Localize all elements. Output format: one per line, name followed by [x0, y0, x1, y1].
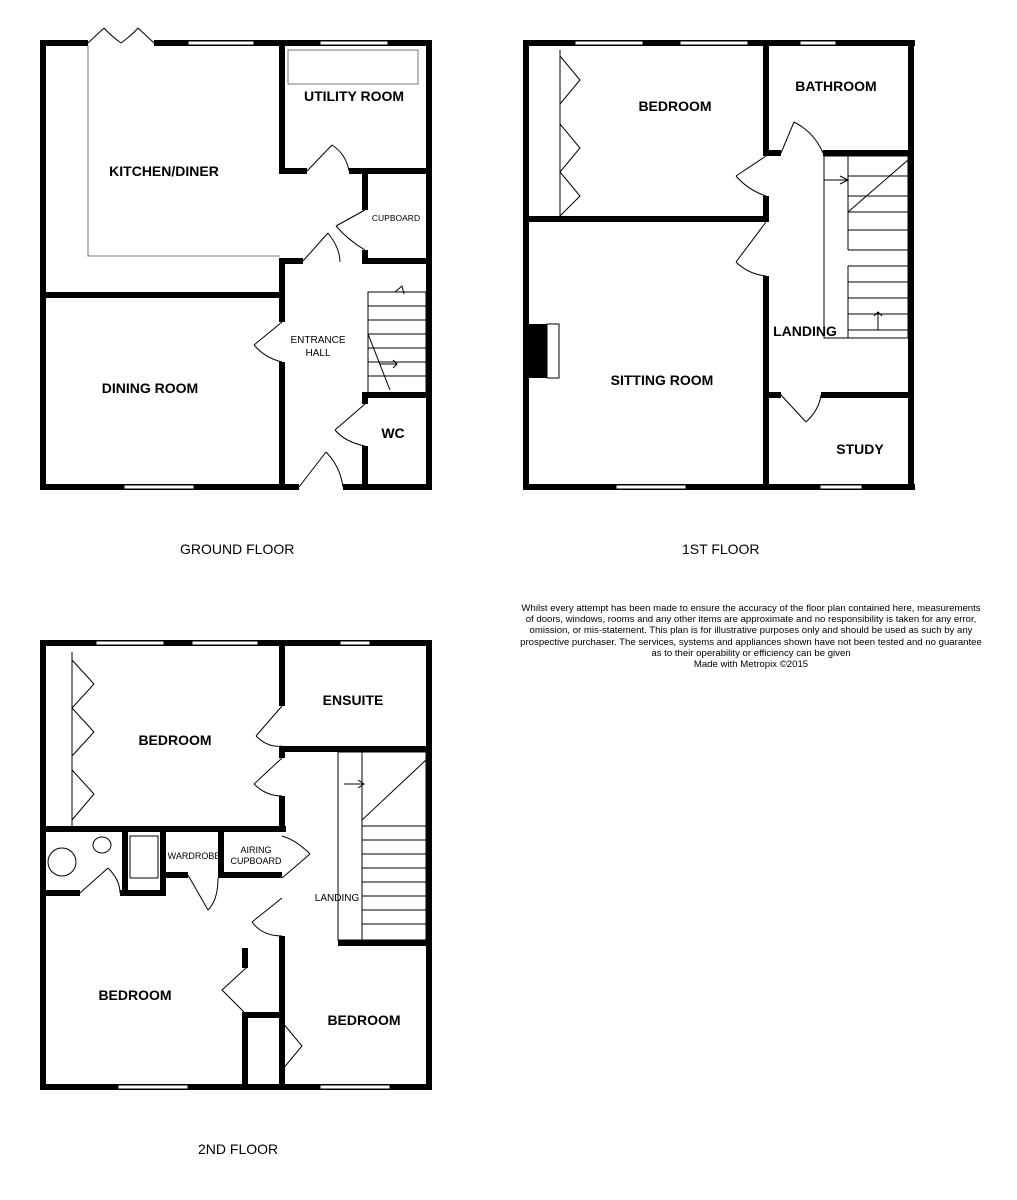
room-label-study: STUDY [836, 441, 884, 457]
first-floor-title: 1ST FLOOR [682, 541, 760, 557]
disclaimer-line: Whilst every attempt has been made to ensure the accuracy of the floor plan contained here, measurements [521, 603, 981, 614]
disclaimer-line: of doors, windows, rooms and any other items are approximate and no responsibility is taken for any error, [525, 614, 977, 626]
room-label-landing-2nd: LANDING [314, 893, 360, 904]
room-label-cupboard: CUPBOARD [371, 213, 421, 223]
room-label-utility: UTILITY ROOM [303, 88, 405, 104]
room-label-bedroom-lower-left: BEDROOM [98, 987, 172, 1003]
room-label-bedroom-1st: BEDROOM [638, 98, 712, 114]
room-label-dining-room: DINING ROOM [101, 380, 199, 396]
room-label-landing-1st: LANDING [773, 323, 837, 339]
room-label-ensuite: ENSUITE [322, 692, 384, 708]
room-label-wc: WC [381, 425, 405, 441]
ground-floor-plan [40, 28, 432, 491]
second-floor-plan [40, 640, 432, 1090]
ground-floor-title: GROUND FLOOR [180, 541, 295, 557]
room-label-kitchen-diner: KITCHEN/DINER [109, 163, 219, 179]
room-label-entrance-hall-line2: HALL [305, 348, 331, 359]
room-label-wardrobe: WARDROBE [167, 851, 221, 861]
disclaimer-line: omission, or mis-statement. This plan is for illustrative purposes only and should be used as such by any [529, 625, 973, 637]
disclaimer-line: as to their operability or efficiency can be given [651, 647, 851, 659]
second-floor-title: 2ND FLOOR [198, 1141, 279, 1157]
room-label-airing-cupboard-line1: AIRING [240, 845, 272, 855]
first-floor-plan [523, 40, 915, 490]
disclaimer-line: Made with Metropix ©2015 [693, 659, 809, 671]
room-label-bedroom-lower-right: BEDROOM [327, 1012, 401, 1028]
room-label-bathroom: BATHROOM [795, 78, 877, 94]
disclaimer-line: prospective purchaser. The services, systems and appliances shown have not been tested and no guarantee [520, 636, 982, 648]
disclaimer-text [478, 603, 1017, 670]
room-label-bedroom-top: BEDROOM [138, 732, 212, 748]
room-label-entrance-hall-line1: ENTRANCE [290, 335, 346, 346]
room-label-sitting-room: SITTING ROOM [610, 372, 714, 388]
room-label-airing-cupboard-line2: CUPBOARD [230, 856, 282, 866]
